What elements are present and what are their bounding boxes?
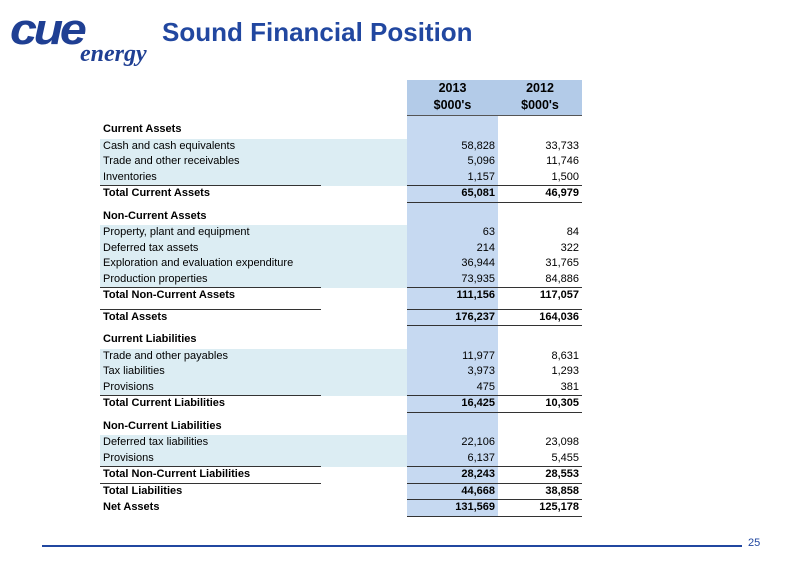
section-heading: Current Assets <box>100 116 582 139</box>
page-number: 25 <box>748 537 761 549</box>
footer-divider <box>42 545 742 547</box>
section-heading: Non-Current Assets <box>100 202 582 225</box>
header-unit-2012: $000's <box>498 97 582 116</box>
total-row: Total Non-Current Liabilities 28,243 28,553 <box>100 467 582 484</box>
table-row: Cash and cash equivalents 58,828 33,733 <box>100 139 582 155</box>
total-row: Total Assets 176,237 164,036 <box>100 309 582 326</box>
table-row: Exploration and evaluation expenditure 36,944 31,765 <box>100 256 582 272</box>
section-heading: Current Liabilities <box>100 326 582 349</box>
table-row: Inventories 1,157 1,500 <box>100 170 582 186</box>
table-row: Property, plant and equipment 63 84 <box>100 225 582 241</box>
total-row: Total Non-Current Assets 111,156 117,057 <box>100 288 582 304</box>
table-row: Provisions 6,137 5,455 <box>100 451 582 467</box>
total-row: Total Liabilities 44,668 38,858 <box>100 483 582 500</box>
header-unit-2013: $000's <box>407 97 498 116</box>
table-header-years <box>100 80 582 97</box>
total-row: Total Current Assets 65,081 46,979 <box>100 186 582 203</box>
table-row: Deferred tax assets 214 322 <box>100 241 582 257</box>
table-row: Trade and other payables 11,977 8,631 <box>100 349 582 365</box>
table-row: Trade and other receivables 5,096 11,746 <box>100 154 582 170</box>
net-assets-row: Net Assets 131,569 125,178 <box>100 500 582 517</box>
table-header-units <box>100 97 582 116</box>
page-title: Sound Financial Position <box>162 17 473 47</box>
table-row: Provisions 475 381 <box>100 380 582 396</box>
table-row: Tax liabilities 3,973 1,293 <box>100 364 582 380</box>
financial-position-table <box>100 80 582 517</box>
company-logo <box>10 5 150 70</box>
total-row: Total Current Liabilities 16,425 10,305 <box>100 396 582 413</box>
header-year-2013: 2013 <box>407 80 498 97</box>
header-year-2012: 2012 <box>498 80 582 97</box>
logo-wordmark: cue <box>10 5 84 54</box>
logo-subtext: energy <box>80 41 147 67</box>
table-row: Deferred tax liabilities 22,106 23,098 <box>100 435 582 451</box>
table-row: Production properties 73,935 84,886 <box>100 272 582 288</box>
section-heading: Non-Current Liabilities <box>100 412 582 435</box>
